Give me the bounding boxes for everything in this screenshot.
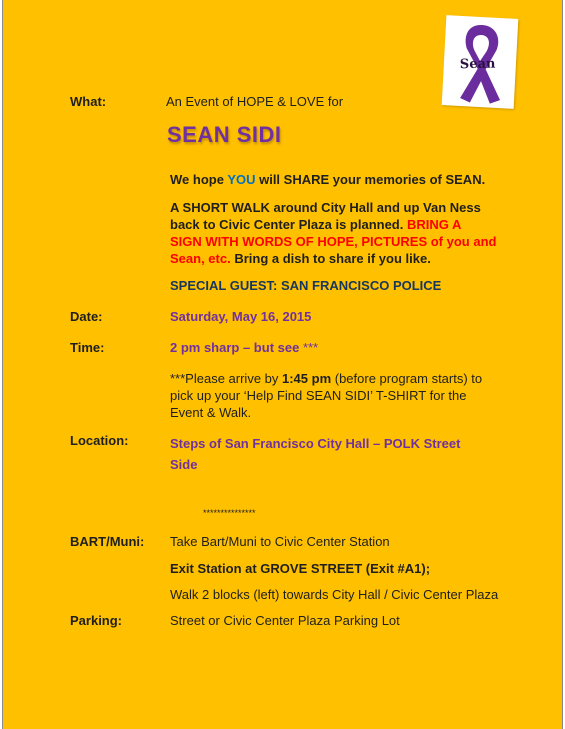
share-text-1: We hope xyxy=(170,172,228,187)
transit-line-1: Take Bart/Muni to Civic Center Station xyxy=(170,534,390,549)
arrival-text-2: (before program starts) to xyxy=(331,371,483,386)
arrival-text-1: ***Please arrive by xyxy=(170,371,282,386)
arrival-note xyxy=(170,370,482,421)
transit-label: BART/Muni: xyxy=(70,534,145,549)
parking-value: Street or Civic Center Plaza Parking Lot xyxy=(170,613,400,628)
event-intro: An Event of HOPE & LOVE for xyxy=(166,94,344,109)
arrival-line-2: pick up your ‘Help Find SEAN SIDI’ T-SHIRT for the xyxy=(170,388,467,403)
location-value xyxy=(170,433,460,475)
time-stars: *** xyxy=(302,340,319,355)
location-label: Location: xyxy=(70,433,129,448)
walk-line-4b: Bring a dish to share if you like. xyxy=(230,251,431,266)
date-label: Date: xyxy=(70,309,103,324)
separator-stars: *************** xyxy=(203,508,256,518)
walk-line-1: A SHORT WALK around City Hall and up Van Ness xyxy=(170,200,481,215)
walk-line-2b: BRING A xyxy=(406,217,462,232)
honoree-name: SEAN SIDI xyxy=(167,122,282,147)
what-label: What: xyxy=(70,94,107,109)
arrival-line-3: Event & Walk. xyxy=(170,405,252,420)
arrival-time: 1:45 pm xyxy=(282,371,332,386)
flyer-page xyxy=(2,0,563,729)
location-line-2: Side xyxy=(170,457,198,472)
walk-paragraph xyxy=(170,199,496,267)
date-value: Saturday, May 16, 2015 xyxy=(170,309,312,324)
special-guest: SPECIAL GUEST: SAN FRANCISCO POLICE xyxy=(170,278,442,293)
location-line-1: Steps of San Francisco City Hall – POLK Street xyxy=(170,436,461,451)
walk-line-2a: back to Civic Center Plaza is planned. xyxy=(170,217,407,232)
share-text-2: will SHARE your memories of SEAN. xyxy=(255,172,486,187)
share-you: YOU xyxy=(227,172,256,187)
time-value xyxy=(170,340,318,355)
share-line xyxy=(170,171,485,188)
time-label: Time: xyxy=(70,340,105,355)
walk-line-3: SIGN WITH WORDS OF HOPE, PICTURES of you and xyxy=(170,234,497,249)
arrival-line-1 xyxy=(170,370,482,387)
transit-line-2: Exit Station at GROVE STREET (Exit #A1); xyxy=(170,561,431,576)
parking-label: Parking: xyxy=(70,613,123,628)
walk-line-4a: Sean, etc. xyxy=(170,251,231,266)
ribbon-logo xyxy=(442,15,519,109)
ribbon-logo-text: Sean xyxy=(459,56,496,73)
walk-line-2 xyxy=(170,216,496,233)
walk-line-4 xyxy=(170,250,496,267)
time-value-text: 2 pm sharp – but see xyxy=(170,340,303,355)
transit-line-3: Walk 2 blocks (left) towards City Hall / Civic Center Plaza xyxy=(170,587,499,602)
